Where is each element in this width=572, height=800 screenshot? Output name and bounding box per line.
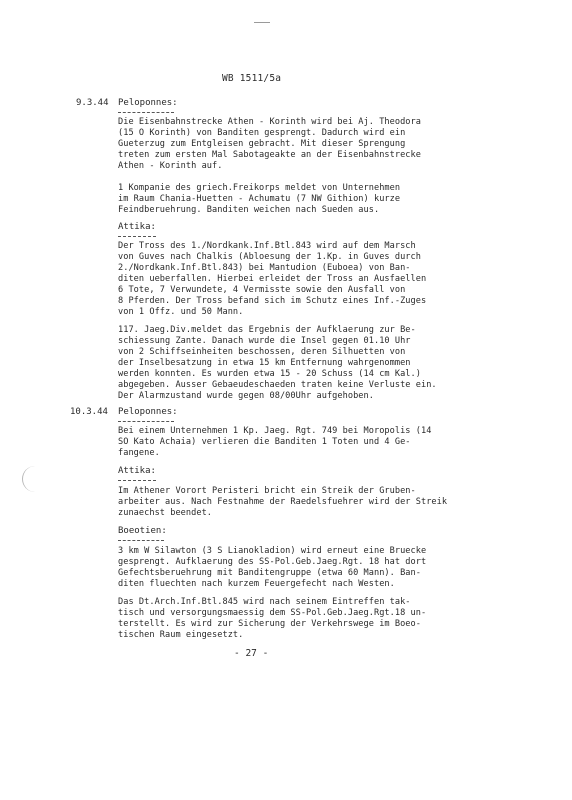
text-line: Der Alarmzustand wurde gegen 08/00Uhr aufgehoben. bbox=[118, 391, 374, 401]
text-line: Im Athener Vorort Peristeri bricht ein Streik der Gruben- bbox=[118, 486, 416, 496]
text-line: im Raum Chania-Huetten - Achumatu (7 NW Githion) kurze bbox=[118, 194, 401, 204]
text-line: Feindberuehrung. Banditen weichen nach Sueden aus. bbox=[118, 205, 380, 215]
text-line: diten ueberfallen. Hierbei erleidet der Tross an Ausfaellen bbox=[118, 274, 427, 284]
section-heading: Peloponnes: bbox=[118, 98, 178, 108]
text-line: diten fluechten nach kurzem Feuergefecht nach Westen. bbox=[118, 579, 395, 589]
text-line: zunaechst beendet. bbox=[118, 508, 213, 518]
entry-date: 9.3.44 bbox=[76, 98, 109, 108]
text-line: Athen - Korinth auf. bbox=[118, 161, 223, 171]
text-line: fangene. bbox=[118, 448, 160, 458]
entry-date: 10.3.44 bbox=[70, 407, 108, 417]
page-number: - 27 - bbox=[234, 648, 269, 659]
section-heading: Boeotien: bbox=[118, 526, 167, 536]
text-line: von Guves nach Chalkis (Abloesung der 1.Kp. in Guves durch bbox=[118, 252, 421, 262]
text-line: werden konnten. Es wurden etwa 15 - 20 Schuss (14 cm Kal.) bbox=[118, 369, 421, 379]
text-line: von 2 Schiffseinheiten beschossen, deren Silhuetten von bbox=[118, 347, 406, 357]
text-line: 2./Nordkank.Inf.Btl.843) bei Mantudion (Euboea) von Ban- bbox=[118, 263, 411, 273]
text-line: (15 O Korinth) von Banditen gesprengt. Dadurch wird ein bbox=[118, 128, 406, 138]
text-line: Die Eisenbahnstrecke Athen - Korinth wird bei Aj. Theodora bbox=[118, 117, 421, 127]
text-line: 1 Kompanie des griech.Freikorps meldet von Unternehmen bbox=[118, 183, 401, 193]
punch-hole-mark bbox=[22, 466, 41, 492]
text-line: tisch und versorgungsmaessig dem SS-Pol.Geb.Jaeg.Rgt.18 un- bbox=[118, 608, 427, 618]
text-line: SO Kato Achaia) verlieren die Banditen 1 Toten und 4 Ge- bbox=[118, 437, 411, 447]
text-line: arbeiter aus. Nach Festnahme der Raedelsfuehrer wird der Streik bbox=[118, 497, 448, 507]
text-line: tischen Raum eingesetzt. bbox=[118, 630, 244, 640]
heading-underline bbox=[118, 421, 174, 422]
heading-underline bbox=[118, 112, 174, 113]
text-line: Das Dt.Arch.Inf.Btl.845 wird nach seinem Eintreffen tak- bbox=[118, 597, 411, 607]
heading-underline bbox=[118, 480, 156, 481]
text-line: schiessung Zante. Danach wurde die Insel gegen 01.10 Uhr bbox=[118, 336, 411, 346]
text-line: von 1 Offz. und 50 Mann. bbox=[118, 307, 244, 317]
section-heading: Attika: bbox=[118, 466, 156, 476]
text-line: Der Tross des 1./Nordkank.Inf.Btl.843 wird auf dem Marsch bbox=[118, 241, 416, 251]
pen-mark bbox=[254, 22, 270, 23]
text-line: Gueterzug zum Entgleisen gebracht. Mit dieser Sprengung bbox=[118, 139, 406, 149]
text-line: Bei einem Unternehmen 1 Kp. Jaeg. Rgt. 749 bei Moropolis (14 bbox=[118, 426, 432, 436]
document-reference: WB 1511/5a bbox=[222, 73, 282, 84]
text-line: 8 Pferden. Der Tross befand sich im Schutz eines Inf.-Zuges bbox=[118, 296, 427, 306]
heading-underline bbox=[118, 236, 156, 237]
text-line: terstellt. Es wird zur Sicherung der Verkehrswege im Boeo- bbox=[118, 619, 421, 629]
heading-underline bbox=[118, 540, 164, 541]
text-line: 3 km W Silawton (3 S Lianokladion) wird erneut eine Bruecke bbox=[118, 546, 427, 556]
text-line: 6 Tote, 7 Verwundete, 4 Vermisste sowie den Ausfall von bbox=[118, 285, 406, 295]
text-line: 117. Jaeg.Div.meldet das Ergebnis der Aufklaerung zur Be- bbox=[118, 325, 416, 335]
section-heading: Peloponnes: bbox=[118, 407, 178, 417]
text-line: abgegeben. Ausser Gebaeudeschaeden traten keine Verluste ein. bbox=[118, 380, 437, 390]
section-heading: Attika: bbox=[118, 222, 156, 232]
text-line: gesprengt. Aufklaerung des SS-Pol.Geb.Jaeg.Rgt. 18 hat dort bbox=[118, 557, 427, 567]
text-line: Gefechtsberuehrung mit Banditengruppe (etwa 60 Mann). Ban- bbox=[118, 568, 421, 578]
text-line: treten zum ersten Mal Sabotageakte an der Eisenbahnstrecke bbox=[118, 150, 421, 160]
text-line: der Inselbesatzung in etwa 15 km Entfernung wahrgenommen bbox=[118, 358, 411, 368]
